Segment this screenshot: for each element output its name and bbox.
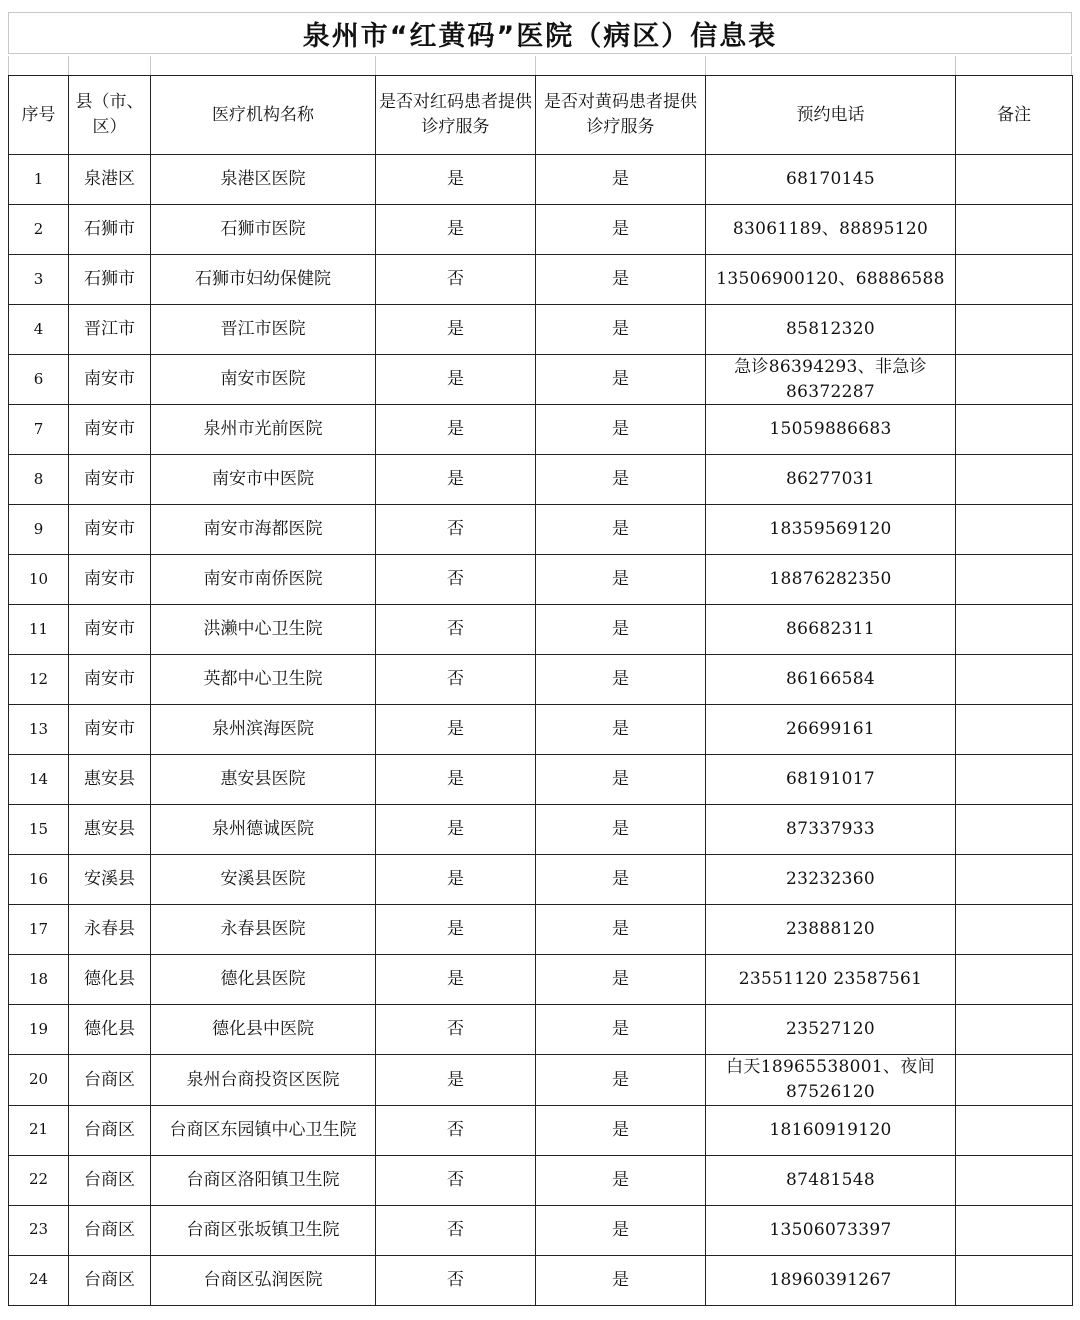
cell-institution: 洪濑中心卫生院 [151, 605, 376, 655]
cell-index: 15 [9, 805, 69, 855]
cell-red-code: 是 [376, 955, 536, 1005]
cell-red-code: 是 [376, 855, 536, 905]
cell-remarks [956, 605, 1073, 655]
cell-yellow-code: 是 [536, 1055, 706, 1105]
col-header-index: 序号 [9, 76, 69, 155]
cell-remarks [956, 255, 1073, 305]
cell-red-code: 是 [376, 405, 536, 455]
table-header-row [9, 76, 1073, 155]
cell-remarks [956, 355, 1073, 405]
cell-county: 惠安县 [69, 755, 151, 805]
cell-phone: 15059886683 [706, 405, 956, 455]
cell-index: 21 [9, 1105, 69, 1155]
table-row [9, 805, 1073, 855]
cell-red-code: 否 [376, 655, 536, 705]
cell-county: 南安市 [69, 655, 151, 705]
cell-remarks [956, 905, 1073, 955]
cell-county: 泉港区 [69, 155, 151, 205]
cell-index: 22 [9, 1155, 69, 1205]
cell-index: 9 [9, 505, 69, 555]
cell-red-code: 否 [376, 1105, 536, 1155]
cell-index: 8 [9, 455, 69, 505]
cell-yellow-code: 是 [536, 255, 706, 305]
cell-county: 台商区 [69, 1205, 151, 1255]
cell-phone: 18960391267 [706, 1255, 956, 1305]
cell-institution: 泉港区医院 [151, 155, 376, 205]
table-row [9, 1255, 1073, 1305]
cell-institution: 泉州市光前医院 [151, 405, 376, 455]
cell-remarks [956, 505, 1073, 555]
cell-yellow-code: 是 [536, 355, 706, 405]
table-row [9, 205, 1073, 255]
cell-red-code: 是 [376, 305, 536, 355]
cell-red-code: 否 [376, 1205, 536, 1255]
cell-phone: 87337933 [706, 805, 956, 855]
cell-red-code: 是 [376, 1055, 536, 1105]
cell-red-code: 否 [376, 605, 536, 655]
cell-phone: 23551120 23587561 [706, 955, 956, 1005]
cell-yellow-code: 是 [536, 505, 706, 555]
cell-county: 石狮市 [69, 255, 151, 305]
cell-remarks [956, 455, 1073, 505]
table-row [9, 605, 1073, 655]
cell-yellow-code: 是 [536, 455, 706, 505]
cell-institution: 南安市医院 [151, 355, 376, 405]
table-row [9, 1105, 1073, 1155]
cell-yellow-code: 是 [536, 155, 706, 205]
cell-remarks [956, 305, 1073, 355]
cell-phone: 白天18965538001、夜间87526120 [706, 1055, 956, 1105]
cell-yellow-code: 是 [536, 755, 706, 805]
cell-county: 南安市 [69, 455, 151, 505]
table-row [9, 755, 1073, 805]
cell-yellow-code: 是 [536, 1105, 706, 1155]
cell-index: 19 [9, 1005, 69, 1055]
cell-phone: 86682311 [706, 605, 956, 655]
cell-red-code: 是 [376, 905, 536, 955]
cell-index: 11 [9, 605, 69, 655]
table-row [9, 655, 1073, 705]
cell-county: 南安市 [69, 505, 151, 555]
cell-phone: 18160919120 [706, 1105, 956, 1155]
table-row [9, 1055, 1073, 1105]
cell-red-code: 否 [376, 1005, 536, 1055]
cell-remarks [956, 1255, 1073, 1305]
cell-yellow-code: 是 [536, 655, 706, 705]
page-title: 泉州市“红黄码”医院（病区）信息表 [302, 20, 778, 52]
cell-institution: 南安市海都医院 [151, 505, 376, 555]
cell-index: 18 [9, 955, 69, 1005]
cell-index: 23 [9, 1205, 69, 1255]
cell-yellow-code: 是 [536, 905, 706, 955]
cell-index: 16 [9, 855, 69, 905]
cell-index: 1 [9, 155, 69, 205]
cell-index: 4 [9, 305, 69, 355]
table-body [9, 155, 1073, 1306]
cell-index: 20 [9, 1055, 69, 1105]
cell-remarks [956, 1055, 1073, 1105]
cell-phone: 23527120 [706, 1005, 956, 1055]
cell-yellow-code: 是 [536, 705, 706, 755]
cell-phone: 86166584 [706, 655, 956, 705]
cell-remarks [956, 1005, 1073, 1055]
cell-remarks [956, 1155, 1073, 1205]
cell-phone: 18359569120 [706, 505, 956, 555]
cell-county: 南安市 [69, 605, 151, 655]
table-row [9, 1005, 1073, 1055]
table-row [9, 455, 1073, 505]
cell-red-code: 是 [376, 455, 536, 505]
cell-remarks [956, 555, 1073, 605]
cell-phone: 13506073397 [706, 1205, 956, 1255]
cell-county: 德化县 [69, 1005, 151, 1055]
col-header-institution: 医疗机构名称 [151, 76, 376, 155]
cell-institution: 德化县中医院 [151, 1005, 376, 1055]
table-row [9, 905, 1073, 955]
cell-red-code: 否 [376, 255, 536, 305]
cell-county: 台商区 [69, 1255, 151, 1305]
cell-yellow-code: 是 [536, 555, 706, 605]
cell-remarks [956, 855, 1073, 905]
cell-index: 14 [9, 755, 69, 805]
table-row [9, 555, 1073, 605]
table-row [9, 405, 1073, 455]
cell-county: 安溪县 [69, 855, 151, 905]
cell-red-code: 否 [376, 505, 536, 555]
cell-yellow-code: 是 [536, 1005, 706, 1055]
cell-county: 台商区 [69, 1055, 151, 1105]
cell-institution: 台商区洛阳镇卫生院 [151, 1155, 376, 1205]
cell-yellow-code: 是 [536, 1255, 706, 1305]
cell-phone: 13506900120、68886588 [706, 255, 956, 305]
cell-remarks [956, 755, 1073, 805]
col-header-county: 县（市、区） [69, 76, 151, 155]
cell-index: 10 [9, 555, 69, 605]
cell-yellow-code: 是 [536, 605, 706, 655]
cell-phone: 68170145 [706, 155, 956, 205]
cell-institution: 惠安县医院 [151, 755, 376, 805]
table-row [9, 1155, 1073, 1205]
cell-yellow-code: 是 [536, 205, 706, 255]
cell-county: 台商区 [69, 1155, 151, 1205]
cell-red-code: 否 [376, 555, 536, 605]
table-row [9, 355, 1073, 405]
cell-institution: 石狮市医院 [151, 205, 376, 255]
cell-red-code: 是 [376, 205, 536, 255]
cell-red-code: 是 [376, 755, 536, 805]
cell-yellow-code: 是 [536, 805, 706, 855]
cell-remarks [956, 1105, 1073, 1155]
table-row [9, 705, 1073, 755]
cell-institution: 石狮市妇幼保健院 [151, 255, 376, 305]
cell-institution: 泉州德诚医院 [151, 805, 376, 855]
cell-index: 6 [9, 355, 69, 405]
cell-yellow-code: 是 [536, 1155, 706, 1205]
table-row [9, 955, 1073, 1005]
col-header-red-code: 是否对红码患者提供诊疗服务 [376, 76, 536, 155]
cell-remarks [956, 655, 1073, 705]
table-row [9, 305, 1073, 355]
cell-phone: 83061189、88895120 [706, 205, 956, 255]
col-header-yellow-code: 是否对黄码患者提供诊疗服务 [536, 76, 706, 155]
cell-index: 24 [9, 1255, 69, 1305]
cell-index: 17 [9, 905, 69, 955]
cell-index: 13 [9, 705, 69, 755]
cell-institution: 南安市中医院 [151, 455, 376, 505]
cell-yellow-code: 是 [536, 1205, 706, 1255]
col-header-phone: 预约电话 [706, 76, 956, 155]
cell-institution: 晋江市医院 [151, 305, 376, 355]
cell-institution: 安溪县医院 [151, 855, 376, 905]
cell-county: 惠安县 [69, 805, 151, 855]
cell-yellow-code: 是 [536, 955, 706, 1005]
cell-yellow-code: 是 [536, 855, 706, 905]
cell-institution: 台商区张坂镇卫生院 [151, 1205, 376, 1255]
cell-institution: 台商区东园镇中心卫生院 [151, 1105, 376, 1155]
cell-phone: 23888120 [706, 905, 956, 955]
table-row [9, 855, 1073, 905]
cell-index: 2 [9, 205, 69, 255]
cell-red-code: 否 [376, 1255, 536, 1305]
cell-remarks [956, 405, 1073, 455]
cell-phone: 急诊86394293、非急诊86372287 [706, 355, 956, 405]
table-row [9, 155, 1073, 205]
cell-institution: 泉州滨海医院 [151, 705, 376, 755]
cell-remarks [956, 155, 1073, 205]
cell-remarks [956, 205, 1073, 255]
cell-phone: 26699161 [706, 705, 956, 755]
table-row [9, 1205, 1073, 1255]
cell-red-code: 是 [376, 705, 536, 755]
cell-phone: 85812320 [706, 305, 956, 355]
cell-county: 德化县 [69, 955, 151, 1005]
hospital-table [8, 75, 1073, 1306]
cell-institution: 英都中心卫生院 [151, 655, 376, 705]
col-header-remarks: 备注 [956, 76, 1073, 155]
cell-county: 台商区 [69, 1105, 151, 1155]
cell-phone: 87481548 [706, 1155, 956, 1205]
cell-yellow-code: 是 [536, 305, 706, 355]
cell-index: 12 [9, 655, 69, 705]
cell-county: 南安市 [69, 405, 151, 455]
cell-index: 3 [9, 255, 69, 305]
cell-county: 南安市 [69, 705, 151, 755]
header-spacer-row [8, 56, 1072, 75]
cell-county: 晋江市 [69, 305, 151, 355]
cell-institution: 德化县医院 [151, 955, 376, 1005]
cell-red-code: 是 [376, 155, 536, 205]
cell-county: 南安市 [69, 555, 151, 605]
cell-remarks [956, 1205, 1073, 1255]
cell-red-code: 是 [376, 805, 536, 855]
cell-remarks [956, 705, 1073, 755]
table-row [9, 505, 1073, 555]
cell-institution: 南安市南侨医院 [151, 555, 376, 605]
cell-phone: 18876282350 [706, 555, 956, 605]
cell-red-code: 是 [376, 355, 536, 405]
title-banner [8, 12, 1072, 54]
cell-county: 石狮市 [69, 205, 151, 255]
cell-remarks [956, 805, 1073, 855]
cell-index: 7 [9, 405, 69, 455]
cell-institution: 泉州台商投资区医院 [151, 1055, 376, 1105]
cell-phone: 86277031 [706, 455, 956, 505]
cell-institution: 台商区弘润医院 [151, 1255, 376, 1305]
cell-phone: 68191017 [706, 755, 956, 805]
cell-county: 南安市 [69, 355, 151, 405]
cell-phone: 23232360 [706, 855, 956, 905]
cell-red-code: 否 [376, 1155, 536, 1205]
cell-institution: 永春县医院 [151, 905, 376, 955]
cell-remarks [956, 955, 1073, 1005]
cell-yellow-code: 是 [536, 405, 706, 455]
cell-county: 永春县 [69, 905, 151, 955]
table-row [9, 255, 1073, 305]
